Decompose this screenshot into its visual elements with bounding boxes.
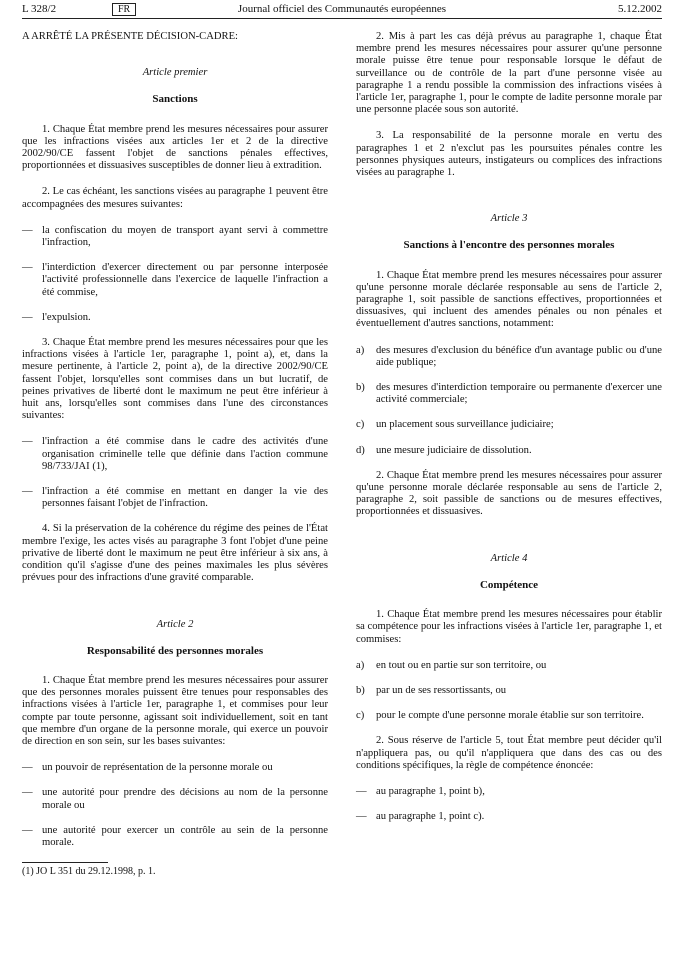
list-item: d) une mesure judiciaire de dissolution. <box>356 444 532 456</box>
article-2-paragraph-1: 1. Chaque État membre prend les mesures nécessaires pour assurer que des personnes morales puissent être tenues pour responsables des infractions visées à l'article 1er, paragraphe 1, et commises pour leur compte par toute personne, agissant soit individuellement, soit en tant que membre d'un organe de la personne morale, qui exerce un pouvoir de direction en son sein, sur les bases suivantes: <box>22 674 328 747</box>
enacting-formula: A ARRÊTÉ LA PRÉSENTE DÉCISION-CADRE: <box>22 31 239 42</box>
article-3-paragraph-1: 1. Chaque État membre prend les mesures nécessaires pour assurer qu'une personne morale déclarée responsable au sens de l'article 2, paragraphe 1, soit passible de sanctions effectives, proportionnées et dissuasives, qui incluent des amendes pénales ou non pénales et éventuellement d'autres sanctions, notamment: <box>356 269 662 330</box>
list-item: — un pouvoir de représentation de la personne morale ou <box>22 762 273 774</box>
language-badge: FR <box>112 3 136 16</box>
list-item: c) un placement sous surveillance judiciaire; <box>356 419 554 431</box>
article-4-title: Compétence <box>479 578 539 591</box>
list-item: a) en tout ou en partie sur son territoire, ou <box>356 659 547 671</box>
article-1-paragraph-3: 3. Chaque État membre prend les mesures nécessaires pour que les infractions visées à l'article 1er, paragraphe 1, point a), et, dans la mesure pertinente, à l'article 2, point a), de la directive 2002/90/CE fassent l'objet, lorsqu'elles sont commises dans un but lucratif, de peines privatives de liberté dont le maximum ne peut être inférieur à huit ans, lorsqu'elles sont commises dans l'une des circonstances suivantes: <box>22 337 328 422</box>
article-4-paragraph-1: 1. Chaque État membre prend les mesures nécessaires pour établir sa compétence pour les infractions visées à l'article 1er, paragraphe 1, et commises: <box>356 609 662 645</box>
article-1-label: Article premier <box>142 67 208 79</box>
list-item: — une autorité pour prendre des décisions au nom de la personne morale ou <box>22 787 328 811</box>
footnote-divider <box>22 862 108 863</box>
page-header <box>22 2 662 19</box>
article-4-paragraph-2: 2. Sous réserve de l'article 5, tout État membre peut décider qu'il n'appliquera pas, ou qu'il n'appliquera que dans des cas ou des conditions spécifiques, la règle de compétence énoncée: <box>356 735 662 771</box>
article-2-label: Article 2 <box>156 618 194 630</box>
right-column <box>356 31 662 836</box>
list-item: c) pour le compte d'une personne morale établie sur son territoire. <box>356 710 644 722</box>
list-item: — l'infraction a été commise en mettant en danger la vie des personnes faisant l'objet de l'infraction. <box>22 486 328 510</box>
article-3-label: Article 3 <box>490 213 528 225</box>
article-4-label: Article 4 <box>490 552 528 564</box>
list-item: — l'infraction a été commise dans le cadre des activités d'une organisation criminelle telle que définie dans l'action commune 98/733/JAI (1), <box>22 436 328 472</box>
article-1-paragraph-1: 1. Chaque État membre prend les mesures nécessaires pour assurer que les infractions visées aux articles 1er et 2 de la directive 2002/90/CE fassent l'objet de sanctions pénales effectives, proportionnées et dissuasives susceptibles de donner lieu à extradition. <box>22 123 328 172</box>
list-item: a) des mesures d'exclusion du bénéfice d'un avantage public ou d'une aide publique; <box>356 344 662 368</box>
list-item: — la confiscation du moyen de transport ayant servi à commettre l'infraction, <box>22 224 328 249</box>
list-item: — au paragraphe 1, point c). <box>356 811 485 823</box>
list-item: — au paragraphe 1, point b), <box>356 785 485 797</box>
list-item: — l'interdiction d'exercer directement ou par personne interposée l'activité professionnelle dans l'exercice de laquelle l'infraction a été commise, <box>22 262 328 298</box>
article-1-title: Sanctions <box>152 93 198 106</box>
list-item: b) des mesures d'interdiction temporaire ou permanente d'exercer une activité commerciale; <box>356 382 662 406</box>
article-2-paragraph-3: 3. La responsabilité de la personne morale en vertu des paragraphes 1 et 2 n'exclut pas les poursuites pénales contre les personnes physiques auteurs, instigateurs ou complices des infractions visées au paragraphe 1. <box>356 130 662 179</box>
journal-title: Journal officiel des Communautés européennes <box>237 3 447 15</box>
article-2-paragraph-2: 2. Mis à part les cas déjà prévus au paragraphe 1, chaque État membre prend les mesures nécessaires pour assurer qu'une personne morale puisse être tenue pour responsable lorsque le défaut de surveillance ou de contrôle de la part d'une personne visée au paragraphe 1 a rendu possible la commission des infractions visées à l'article 1er, paragraphe 1, pour le compte de ladite personne morale par une personne placée sous son autorité. <box>356 31 662 116</box>
article-3-title: Sanctions à l'encontre des personnes morales <box>403 239 615 252</box>
footnote: (1) JO L 351 du 29.12.1998, p. 1. <box>22 866 156 878</box>
article-1-paragraph-4: 4. Si la préservation de la cohérence du régime des peines de l'État membre l'exige, les actes visés au paragraphe 3 font l'objet d'une peine privative de liberté dont le maximum ne peut être inférieur à six ans, à condition qu'il s'agisse d'une des peines maximales les plus sévères prévues pour des infractions d'une gravité comparable. <box>22 523 328 584</box>
article-3-paragraph-2: 2. Chaque État membre prend les mesures nécessaires pour assurer qu'une personne morale déclarée responsable au sens de l'article 2, paragraphe 2, soit passible de sanctions ou de mesures effectives, proportionnées et dissuasives. <box>356 469 662 518</box>
left-column <box>22 31 328 878</box>
list-item: — une autorité pour exercer un contrôle au sein de la personne morale. <box>22 824 328 848</box>
page-reference: L 328/2 <box>22 3 57 15</box>
article-2-title: Responsabilité des personnes morales <box>86 644 264 657</box>
article-1-paragraph-2: 2. Le cas échéant, les sanctions visées au paragraphe 1 peuvent être accompagnées des mesures suivantes: <box>22 186 328 210</box>
issue-date: 5.12.2002 <box>618 3 662 15</box>
list-item: — l'expulsion. <box>22 311 91 323</box>
list-item: b) par un de ses ressortissants, ou <box>356 684 507 696</box>
